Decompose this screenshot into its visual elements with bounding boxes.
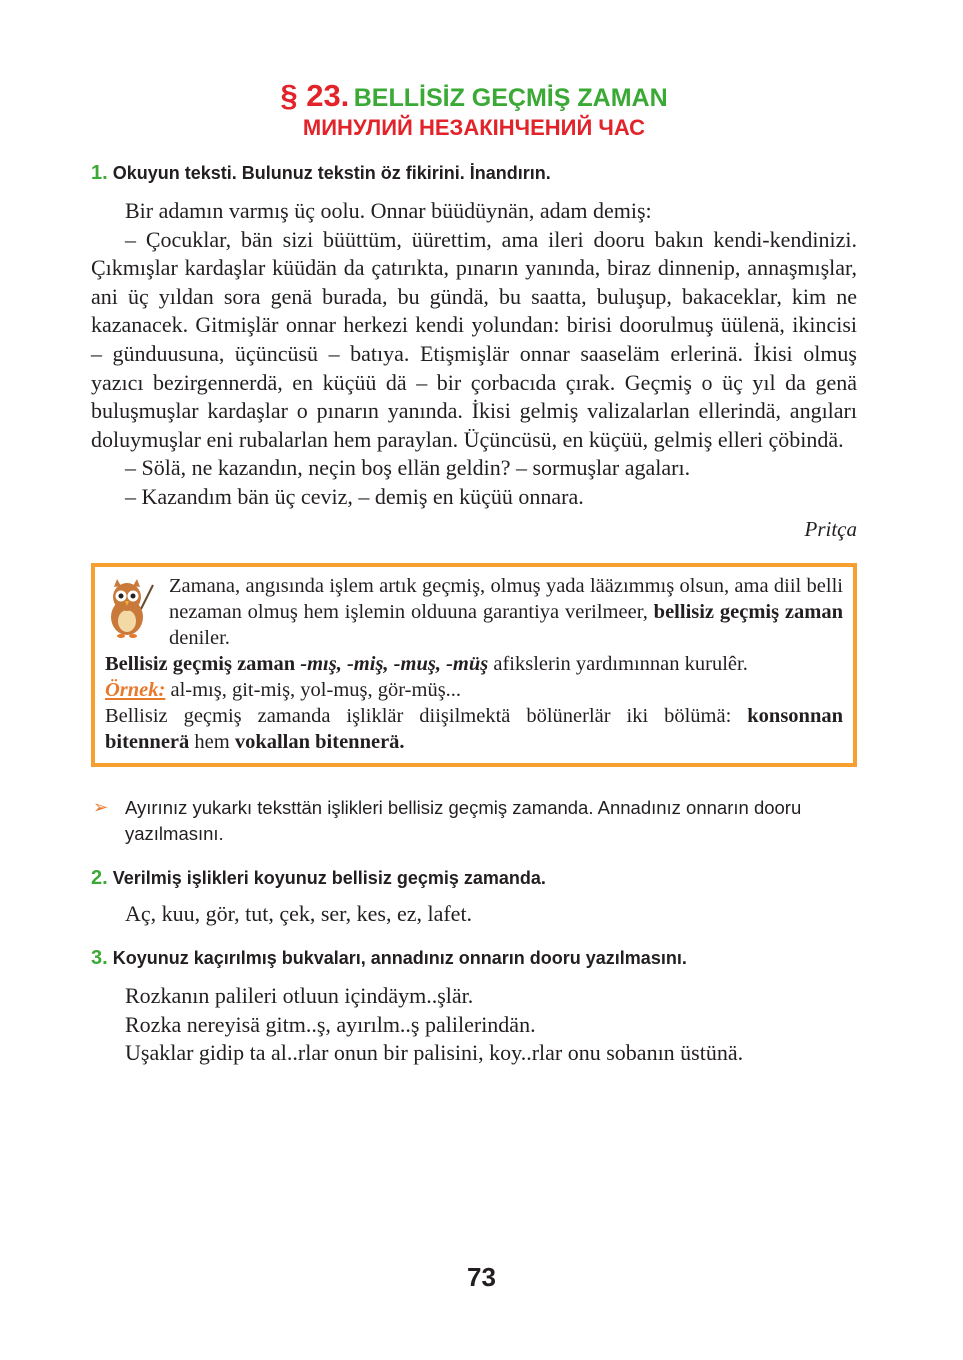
task-text: Verilmiş işlikleri koyunuz bellisiz geçmiş zamanda. (112, 868, 546, 889)
rule-division: Bellisiz geçmiş zamanda işliklär diişilmektä bölünerlär iki bölümä: konsonnan bitennerä hem vokallan bitennerä. (105, 705, 843, 754)
arrow-icon: ➢ (93, 797, 109, 818)
story-author: Pritça (804, 517, 857, 542)
task-number: 1. (91, 161, 108, 184)
rule-formation: Bellisiz geçmiş zaman -mış, -miş, -muş, -müş afikslerin yardımınnan kurulêr. (105, 653, 748, 676)
task-number: 2. (91, 867, 108, 890)
task-text: Okuyun teksti. Bulunuz tekstin öz fikirini. İnandırın. (112, 162, 551, 183)
task-3 (91, 947, 857, 970)
task-text: Koyunuz kaçırılmış bukvaları, annadınız onnarın dooru yazılmasını. (112, 948, 687, 969)
paragraph: – Sölä, ne kazandın, neçin boş ellän geldin? – sormuşlar agaları. (125, 455, 691, 481)
title-sub: МИНУЛИЙ НЕЗАКІНЧЕНИЙ ЧАС (302, 114, 646, 140)
exercise-line: Rozkanın palileri otluun içindäym..şlär. (125, 983, 474, 1009)
bullet-text: Ayırınız yukarkı teksttän işlikleri bellisiz geçmiş zamanda. Annadınız onnarın dooru yazılmasını. (125, 797, 802, 845)
paragraph: – Kazandım bän üç ceviz, – demiş en küçüü onnara. (125, 483, 584, 509)
bullet-task (91, 795, 857, 847)
rule-box (91, 563, 857, 767)
page-number: 73 (467, 1262, 496, 1292)
task-1 (91, 162, 857, 185)
rule-intro: Zamana, angısında işlem artık geçmiş, olmuş yada lääzımmış olsun, ama diil belli nezaman olmuş hem işlemin olduuna garantiya verilmeer, bellisiz geçmiş zaman deniler. (169, 575, 843, 650)
exercise-line: Rozka nereyisä gitm..ş, ayırılm..ş palilerindän. (125, 1011, 536, 1037)
section-title (91, 78, 857, 140)
task-2 (91, 867, 857, 890)
task-3-lines (91, 982, 857, 1068)
story-text (91, 197, 857, 512)
task-number: 3. (91, 947, 108, 970)
paragraph: Bir adamın varmış üç oolu. Onnar büüdüynän, adam demiş: (125, 197, 652, 223)
owl-icon (103, 579, 155, 639)
rule-example: Örnek: al-mış, git-miş, yol-muş, gör-müş... (105, 679, 462, 702)
section-number: § 23. (280, 78, 350, 113)
page-content (91, 78, 857, 1068)
exercise-line: Uşaklar gidip ta al..rlar onun bir palisini, koy..rlar onu sobanın üstünä. (125, 1040, 744, 1066)
task-2-words: Aç, kuu, gör, tut, çek, ser, kes, ez, lafet. (125, 901, 473, 927)
title-main: BELLİSİZ GEÇMİŞ ZAMAN (353, 84, 668, 112)
paragraph: – Çocuklar, bän sizi büüttüm, üürettim, ama ileri dooru bakın kendi-kendinizi. Çıkmışlar kardaşlar küüdän da çatırıkta, pınarın yanında, biraz dinnenip, annaşmışlar, ani üç yıldan sora genä burada, bu gündä, bu saatta, buluşup, bakaceklar, kim ne kazanacek. Gitmişlär onnar herkezi kendi yolundan: birisi doorulmuş üülenä, ikincisi – günduusuna, üçüncüsü – batıya. Etişmişlär onnar saaseläm erlerinä. İkisi olmuş yazıcı bezirgennerdä, en küçüü dä – bir çorbacıda çırak. Geçmiş o üç yıl da genä buluşmuşlar kardaşlar o pınarın yanında. İkisi gelmiş valizalarlan ellerindä, angıları doluymuşlar eni rubalarlan hem paraylan. Üçüncüsü, en küçüü, gelmiş elleri çöbindä. (91, 226, 857, 452)
